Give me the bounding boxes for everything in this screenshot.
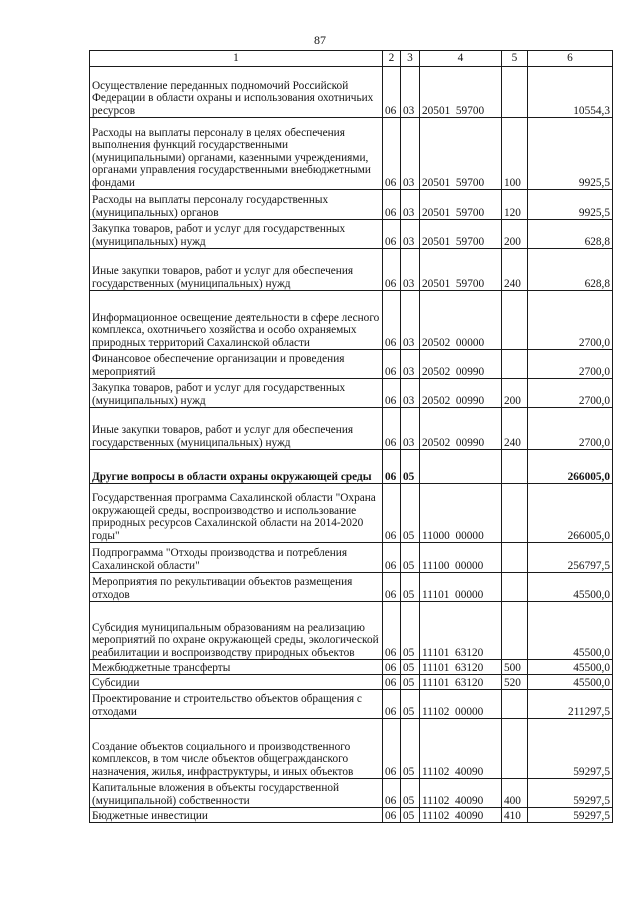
table-row [90,408,613,450]
row-section: 06 [383,291,401,350]
table-row [90,690,613,719]
row-amount: 9925,5 [528,118,613,190]
row-name: Расходы на выплаты персоналу государственных (муниципальных) органов [90,190,383,220]
table-row [90,379,613,408]
row-section: 06 [383,450,401,484]
row-section: 06 [383,573,401,602]
row-expense-type [502,450,528,484]
table-row [90,350,613,379]
row-target-code: 11101 63120 [420,675,502,690]
row-name: Создание объектов социального и производственного комплексов, в том числе объектов общегражданского назначения, жилья, инфраструктуры, и иных объектов [90,719,383,779]
row-amount: 59297,5 [528,808,613,823]
row-amount: 2700,0 [528,408,613,450]
row-section: 06 [383,484,401,543]
row-subsection: 03 [401,379,420,408]
table-row [90,118,613,190]
row-name: Расходы на выплаты персоналу в целях обеспечения выполнения функций государственными (муниципальными) органами, казенными учреждениями, органами управления государственными внебюджетными фондами [90,118,383,190]
page-number: 87 [314,33,326,47]
row-subsection: 05 [401,675,420,690]
row-name: Осуществление переданных подномочий Российской Федерации в области охраны и использования охотничьих ресурсов [90,67,383,118]
row-target-code: 11101 63120 [420,602,502,660]
row-expense-type [502,484,528,543]
column-header: 5 [502,51,528,67]
row-expense-type: 200 [502,379,528,408]
row-section: 06 [383,408,401,450]
row-name: Финансовое обеспечение организации и проведения мероприятий [90,350,383,379]
row-target-code: 11101 00000 [420,573,502,602]
row-amount: 2700,0 [528,350,613,379]
row-amount: 256797,5 [528,543,613,573]
row-name: Подпрограмма "Отходы производства и потребления Сахалинской области" [90,543,383,573]
budget-table [89,50,613,823]
table-row [90,484,613,543]
row-name: Государственная программа Сахалинской области "Охрана окружающей среды, воспроизводство и использование природных ресурсов Сахалинской области на 2014-2020 годы" [90,484,383,543]
row-name: Мероприятия по рекультивации объектов размещения отходов [90,573,383,602]
row-subsection: 05 [401,719,420,779]
column-header: 1 [90,51,383,67]
row-section: 06 [383,719,401,779]
table-row [90,660,613,675]
row-section: 06 [383,690,401,719]
row-target-code: 20501 59700 [420,249,502,291]
row-amount: 45500,0 [528,660,613,675]
table-row [90,808,613,823]
row-subsection: 05 [401,484,420,543]
row-amount: 628,8 [528,220,613,249]
row-target-code: 11101 63120 [420,660,502,675]
row-section: 06 [383,543,401,573]
row-amount: 2700,0 [528,291,613,350]
row-subsection: 03 [401,220,420,249]
column-header: 4 [420,51,502,67]
row-section: 06 [383,249,401,291]
row-expense-type: 500 [502,660,528,675]
row-expense-type: 520 [502,675,528,690]
row-expense-type: 400 [502,779,528,808]
row-expense-type: 240 [502,408,528,450]
header-row [90,51,613,67]
row-section: 06 [383,190,401,220]
row-section: 06 [383,220,401,249]
row-subsection: 03 [401,67,420,118]
row-expense-type: 410 [502,808,528,823]
row-name: Проектирование и строительство объектов обращения с отходами [90,690,383,719]
row-section: 06 [383,379,401,408]
table-row [90,602,613,660]
row-target-code: 11102 40090 [420,808,502,823]
row-name: Закупка товаров, работ и услуг для государственных (муниципальных) нужд [90,220,383,249]
row-section: 06 [383,779,401,808]
row-expense-type: 120 [502,190,528,220]
row-target-code [420,450,502,484]
table-row [90,543,613,573]
row-target-code: 20501 59700 [420,220,502,249]
row-section: 06 [383,602,401,660]
row-amount: 45500,0 [528,602,613,660]
row-amount: 211297,5 [528,690,613,719]
row-subsection: 05 [401,690,420,719]
row-expense-type [502,573,528,602]
row-expense-type [502,350,528,379]
row-name: Иные закупки товаров, работ и услуг для обеспечения государственных (муниципальных) нужд [90,249,383,291]
row-name: Бюджетные инвестиции [90,808,383,823]
row-target-code: 11000 00000 [420,484,502,543]
row-expense-type [502,543,528,573]
row-amount: 628,8 [528,249,613,291]
table-row [90,573,613,602]
table-row [90,675,613,690]
row-section: 06 [383,675,401,690]
row-subsection: 03 [401,408,420,450]
table-row [90,190,613,220]
row-target-code: 20502 00990 [420,408,502,450]
row-subsection: 03 [401,118,420,190]
table-row [90,291,613,350]
row-expense-type: 100 [502,118,528,190]
row-target-code: 11102 40090 [420,779,502,808]
table-row-section-total [90,450,613,484]
column-header: 3 [401,51,420,67]
row-amount: 45500,0 [528,573,613,602]
row-amount: 59297,5 [528,779,613,808]
row-name: Другие вопросы в области охраны окружающей среды [90,450,383,484]
row-target-code: 20502 00990 [420,350,502,379]
row-section: 06 [383,660,401,675]
row-subsection: 03 [401,249,420,291]
row-expense-type [502,690,528,719]
row-amount: 266005,0 [528,484,613,543]
row-name: Субсидии [90,675,383,690]
column-header: 2 [383,51,401,67]
table-row [90,719,613,779]
row-name: Субсидия муниципальным образованиям на реализацию мероприятий по охране окружающей среды, экологической реабилитации и воспроизводству природных объектов [90,602,383,660]
row-section: 06 [383,808,401,823]
row-target-code: 20501 59700 [420,118,502,190]
row-subsection: 05 [401,779,420,808]
row-target-code: 20501 59700 [420,190,502,220]
row-expense-type: 240 [502,249,528,291]
row-expense-type [502,719,528,779]
row-target-code: 20502 00000 [420,291,502,350]
row-target-code: 11100 00000 [420,543,502,573]
row-subsection: 05 [401,602,420,660]
table-row [90,67,613,118]
row-name: Информационное освещение деятельности в сфере лесного комплекса, охотничьего хозяйства и особо охраняемых природных территорий Сахалинской области [90,291,383,350]
row-name: Закупка товаров, работ и услуг для государственных (муниципальных) нужд [90,379,383,408]
row-target-code: 20501 59700 [420,67,502,118]
row-section: 06 [383,67,401,118]
row-name: Межбюджетные трансферты [90,660,383,675]
row-subsection: 03 [401,190,420,220]
row-expense-type: 200 [502,220,528,249]
row-section: 06 [383,118,401,190]
table-row [90,220,613,249]
column-header: 6 [528,51,613,67]
row-amount: 9925,5 [528,190,613,220]
table-row [90,779,613,808]
row-subsection: 05 [401,450,420,484]
row-subsection: 05 [401,808,420,823]
row-expense-type [502,67,528,118]
row-subsection: 03 [401,350,420,379]
row-amount: 266005,0 [528,450,613,484]
row-expense-type [502,291,528,350]
row-target-code: 20502 00990 [420,379,502,408]
row-name: Капитальные вложения в объекты государственной (муниципальной) собственности [90,779,383,808]
row-amount: 2700,0 [528,379,613,408]
row-amount: 59297,5 [528,719,613,779]
row-target-code: 11102 00000 [420,690,502,719]
row-target-code: 11102 40090 [420,719,502,779]
row-subsection: 05 [401,543,420,573]
row-amount: 45500,0 [528,675,613,690]
row-subsection: 03 [401,291,420,350]
row-name: Иные закупки товаров, работ и услуг для обеспечения государственных (муниципальных) нужд [90,408,383,450]
row-subsection: 05 [401,660,420,675]
row-amount: 10554,3 [528,67,613,118]
table-row [90,249,613,291]
row-subsection: 05 [401,573,420,602]
row-expense-type [502,602,528,660]
row-section: 06 [383,350,401,379]
